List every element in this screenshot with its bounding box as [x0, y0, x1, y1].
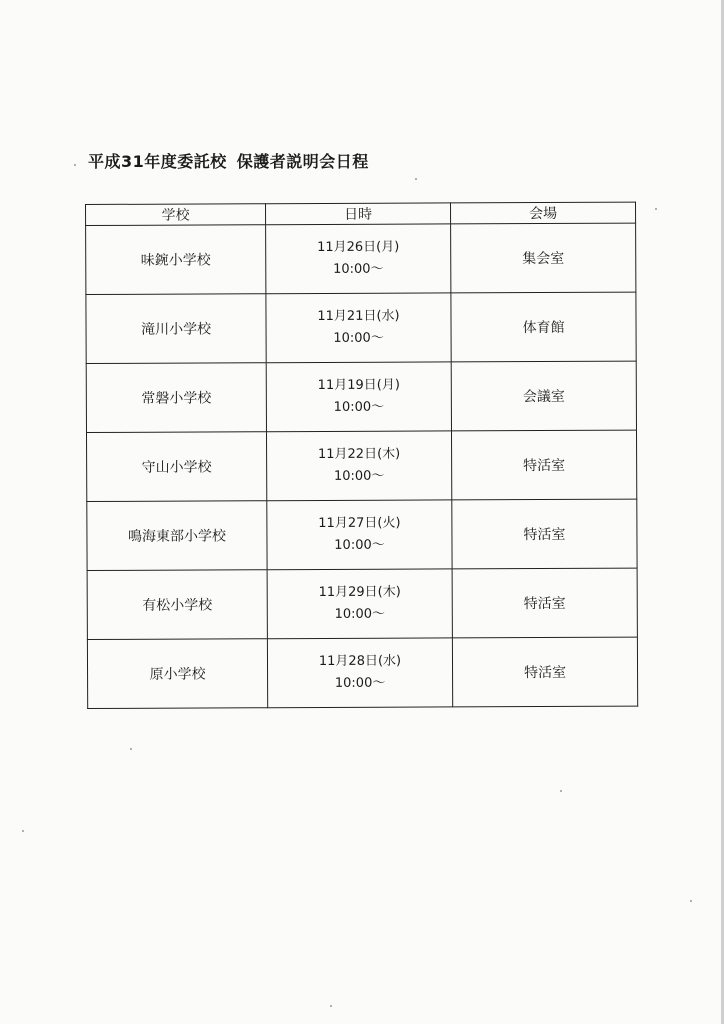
time-text: 10:00～ [334, 675, 386, 691]
venue-cell: 特活室 [451, 430, 636, 500]
date-text: 11月28日(水) [318, 653, 402, 669]
datetime-cell [266, 224, 451, 294]
time-text: 10:00～ [333, 468, 385, 484]
time-text: 10:00～ [334, 606, 386, 622]
datetime-cell [267, 638, 452, 708]
venue-cell: 集会室 [451, 223, 636, 293]
date-text: 11月21日(水) [317, 308, 400, 324]
schedule-table [85, 202, 638, 709]
table-row [86, 361, 636, 432]
title-main: 平成31年度委託校 [88, 152, 227, 171]
table-header-row [86, 202, 636, 225]
title-sub: 保護者説明会日程 [236, 152, 369, 171]
time-text: 10:00～ [333, 330, 384, 346]
header-venue: 会場 [450, 202, 635, 224]
document-title [88, 149, 369, 172]
time-text: 10:00～ [333, 261, 384, 277]
header-datetime: 日時 [266, 203, 451, 225]
date-text: 11月26日(月) [317, 239, 400, 255]
school-cell: 常磐小学校 [86, 363, 266, 433]
datetime-cell [266, 431, 451, 501]
venue-cell: 特活室 [452, 499, 637, 569]
table-row [86, 223, 636, 294]
date-text: 11月22日(木) [317, 446, 401, 462]
school-cell: 原小学校 [87, 639, 267, 709]
school-cell: 滝川小学校 [86, 294, 266, 364]
date-text: 11月29日(木) [318, 584, 401, 600]
school-cell: 味鋺小学校 [86, 225, 266, 295]
school-cell: 有松小学校 [87, 570, 267, 640]
school-cell: 守山小学校 [86, 432, 266, 502]
table-row [86, 292, 636, 363]
time-text: 10:00～ [333, 399, 385, 415]
venue-cell: 会議室 [451, 361, 636, 431]
time-text: 10:00～ [334, 537, 385, 553]
table-row [86, 430, 636, 501]
venue-cell: 特活室 [452, 637, 637, 707]
datetime-cell [267, 500, 452, 570]
date-text: 11月27日(火) [318, 515, 401, 531]
datetime-cell [267, 569, 452, 639]
venue-cell: 体育館 [451, 292, 636, 362]
datetime-cell [266, 362, 451, 432]
header-school: 学校 [86, 204, 266, 226]
table-row [87, 637, 637, 708]
school-cell: 鳴海東部小学校 [87, 501, 267, 571]
table-row [87, 499, 637, 570]
date-text: 11月19日(月) [317, 377, 400, 393]
table-row [87, 568, 637, 639]
venue-cell: 特活室 [452, 568, 637, 638]
datetime-cell [266, 293, 451, 363]
